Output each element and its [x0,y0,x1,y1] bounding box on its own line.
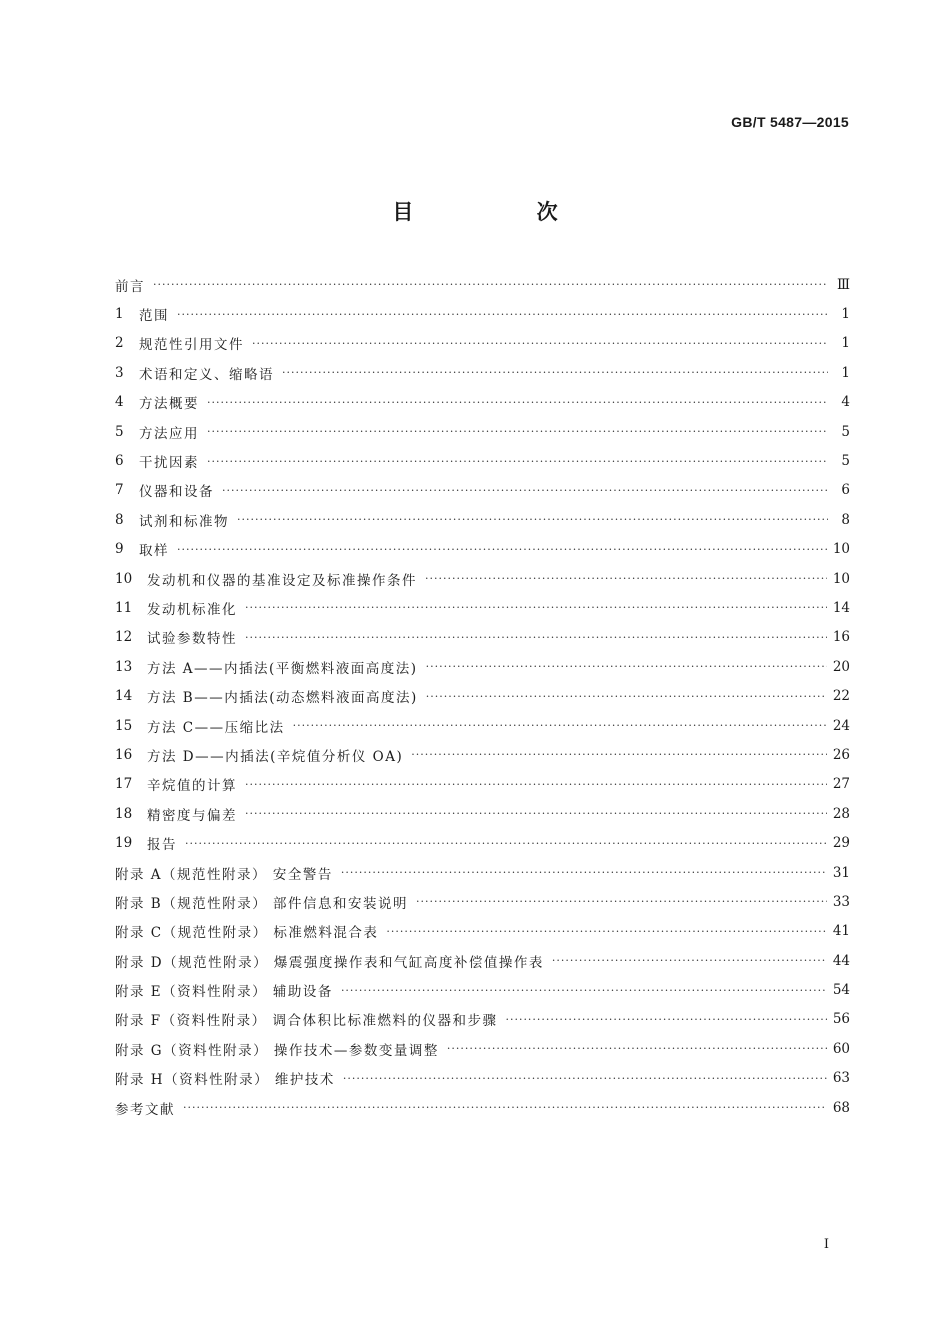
toc-entry[interactable] [115,446,850,475]
toc-entry[interactable] [115,623,850,652]
toc-entry[interactable] [115,1034,850,1063]
toc-entry[interactable] [115,593,850,622]
toc-entry-label: 试剂和标准物 [139,513,229,530]
toc-entry[interactable] [115,417,850,446]
toc-entry[interactable] [115,887,850,916]
toc-entry[interactable] [115,681,850,710]
toc-entry-label: 方法 B——内插法(动态燃料液面高度法) [147,690,418,707]
toc-entry-page: 8 [841,511,850,528]
toc-entry[interactable] [115,975,850,1004]
toc-entry-label: 辛烷值的计算 [147,778,237,795]
toc-entry-label: 附录 G（资料性附录） 操作技术—参数变量调整 [115,1042,439,1059]
toc-entry[interactable] [115,1064,850,1093]
toc-leader-dots [207,455,828,468]
toc-entry[interactable] [115,740,850,769]
toc-leader-dots [252,337,828,350]
toc-leader-dots [245,807,827,820]
toc-leader-dots [341,984,827,997]
toc-entry-page: 33 [832,893,850,910]
toc-entry-number: 18 [115,805,133,822]
toc-entry-page: 6 [841,482,850,499]
toc-entry-label: 附录 C（规范性附录） 标准燃料混合表 [115,925,379,942]
toc-entry-page: 22 [832,688,850,705]
toc-leader-dots [552,954,827,967]
toc-leader-dots [341,866,827,879]
toc-entry-number: 16 [115,746,133,763]
toc-entry-label: 方法 D——内插法(辛烷值分析仪 OA) [147,748,404,765]
toc-entry[interactable] [115,564,850,593]
toc-entry-page: 16 [832,629,850,646]
toc-entry-page: 4 [841,394,850,411]
toc-entry[interactable] [115,770,850,799]
toc-entry-label: 发动机和仪器的基准设定及标准操作条件 [147,572,417,589]
toc-entry[interactable] [115,505,850,534]
toc-entry-number: 12 [115,629,133,646]
toc-entry-label: 附录 H（资料性附录） 维护技术 [115,1072,335,1089]
toc-entry[interactable] [115,1093,850,1122]
toc-leader-dots [183,1101,827,1114]
toc-entry-number: 6 [115,453,124,470]
toc-entry-label: 精密度与偏差 [147,807,237,824]
toc-entry-number: 8 [115,511,124,528]
toc-leader-dots [177,543,827,556]
toc-entry-label: 取样 [139,543,169,560]
toc-entry[interactable] [115,652,850,681]
toc-leader-dots [245,778,827,791]
toc-entry-page: 20 [832,658,850,675]
toc-entry[interactable] [115,299,850,328]
toc-leader-dots [386,925,826,938]
toc-leader-dots [207,425,828,438]
toc-entry[interactable] [115,711,850,740]
toc-leader-dots [222,484,828,497]
toc-entry-label: 报告 [147,837,177,854]
toc-entry[interactable] [115,858,850,887]
toc-entry-page: 26 [832,746,850,763]
toc-leader-dots [416,895,827,908]
toc-leader-dots [293,719,827,732]
toc-entry[interactable] [115,946,850,975]
toc-leader-dots [343,1072,827,1085]
toc-entry-page: Ⅲ [836,276,850,293]
toc-entry-number: 4 [115,394,124,411]
toc-entry[interactable] [115,828,850,857]
toc-entry-label: 方法应用 [139,425,199,442]
toc-entry-number: 19 [115,835,133,852]
toc-entry-page: 5 [841,453,850,470]
toc-entry-page: 10 [832,570,850,587]
toc-entry-label: 前言 [115,278,145,295]
toc-entry-label: 方法概要 [139,396,199,413]
toc-entry-label: 发动机标准化 [147,601,237,618]
toc-entry[interactable] [115,476,850,505]
toc-entry[interactable] [115,388,850,417]
toc-entry[interactable] [115,535,850,564]
toc-entry-label: 试验参数特性 [147,631,237,648]
toc-entry-page: 24 [832,717,850,734]
toc-entry-label: 规范性引用文件 [139,337,244,354]
toc-entry-number: 2 [115,335,124,352]
toc-entry-page: 31 [832,864,850,881]
toc-entry-label: 方法 A——内插法(平衡燃料液面高度法) [147,660,418,677]
toc-entry-page: 60 [832,1040,850,1057]
toc-entry[interactable] [115,358,850,387]
toc-leader-dots [282,366,828,379]
toc-entry[interactable] [115,799,850,828]
toc-entry-number: 11 [115,599,133,616]
toc-entry[interactable] [115,270,850,299]
toc-entry-label: 附录 B（规范性附录） 部件信息和安装说明 [115,895,409,912]
standard-code: GB/T 5487—2015 [731,114,849,130]
toc-leader-dots [185,837,827,850]
toc-entry-page: 14 [832,599,850,616]
toc-entry-page: 44 [832,952,850,969]
toc-entry-number: 13 [115,658,133,675]
toc-entry-page: 28 [832,805,850,822]
table-of-contents [115,270,850,1122]
toc-entry-number: 3 [115,364,124,381]
toc-entry-page: 54 [832,982,850,999]
toc-entry-page: 68 [832,1099,850,1116]
toc-entry-label: 附录 D（规范性附录） 爆震强度操作表和气缸高度补偿值操作表 [115,954,544,971]
footer-page-number: Ⅰ [823,1237,829,1252]
toc-entry-number: 10 [115,570,133,587]
toc-entry-page: 1 [841,306,850,323]
toc-leader-dots [153,278,828,291]
toc-entry-label: 仪器和设备 [139,484,214,501]
toc-leader-dots [207,396,828,409]
toc-entry-page: 10 [832,541,850,558]
toc-entry-number: 7 [115,482,124,499]
toc-entry-label: 术语和定义、缩略语 [139,366,274,383]
toc-leader-dots [426,690,827,703]
toc-entry[interactable] [115,917,850,946]
toc-entry-page: 5 [841,423,850,440]
toc-leader-dots [426,660,827,673]
toc-entry-page: 56 [832,1011,850,1028]
toc-entry-page: 29 [832,835,850,852]
toc-entry-page: 27 [832,776,850,793]
toc-entry-page: 63 [832,1070,850,1087]
toc-entry-number: 5 [115,423,124,440]
toc-entry-label: 干扰因素 [139,455,199,472]
toc-entry-number: 14 [115,688,133,705]
toc-entry-label: 方法 C——压缩比法 [147,719,285,736]
toc-leader-dots [411,748,827,761]
toc-leader-dots [447,1042,827,1055]
toc-entry-page: 1 [841,364,850,381]
toc-entry-page: 1 [841,335,850,352]
toc-entry-label: 附录 E（资料性附录） 辅助设备 [115,984,333,1001]
toc-entry-label: 附录 F（资料性附录） 调合体积比标准燃料的仪器和步骤 [115,1013,498,1030]
toc-entry-number: 17 [115,776,133,793]
toc-entry-page: 41 [832,923,850,940]
toc-leader-dots [425,572,827,585]
toc-entry-label: 范围 [139,308,169,325]
toc-entry-label: 参考文献 [115,1101,175,1118]
toc-leader-dots [177,308,828,321]
toc-leader-dots [245,601,827,614]
page-title: 目 次 [392,200,616,224]
toc-leader-dots [245,631,827,644]
toc-leader-dots [237,513,828,526]
toc-entry[interactable] [115,1005,850,1034]
toc-leader-dots [505,1013,826,1026]
toc-entry-number: 15 [115,717,133,734]
toc-entry[interactable] [115,329,850,358]
toc-entry-number: 9 [115,541,124,558]
toc-entry-number: 1 [115,306,124,323]
toc-entry-label: 附录 A（规范性附录） 安全警告 [115,866,333,883]
